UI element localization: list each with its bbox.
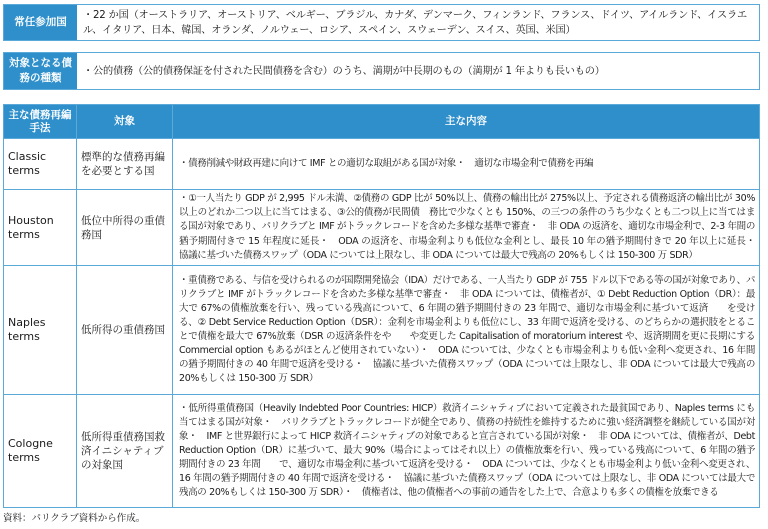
source-note: 資料：パリクラブ資料から作成。 xyxy=(3,513,146,524)
row-classic-method: Classic terms xyxy=(4,139,77,190)
row-naples-content: ・重債務である、与信を受けられるのが国際開発協会（IDA）だけである、一人当たり GDP が 755 ドル以下である等の国が対象であり、パリクラブと IMF がトラックレコードを含めた多様な基準で審査・ 非 ODA については、債権者が、① Debt Reduction Option（DR）：最大で 67%の債権放棄を行い、残っている残高について、6 年間の猶予期間付きの 23 年間で、適切な市場金利に基づいて返済 を受ける、② Debt Service Reduction Option（DSR）：金利を市場金利よりも低位にし、33 年間で返済を受ける、のどちらかの選択肢をとることで債権を最大で 67%放棄（DSR の返済条件をや や変更した Capitalisation of moratorium interest や、返済期間を更に長期にする Commercial option もあるがほとんど使用されていない）・ ODA については、少なくとも市場金利よりも低い金利へ変更され、16 年間の猶予期間付きの 40 年間で返済を受ける・ 協議に基づいた債務スワップ（ODA については上限なし、非 ODA については最大で残高の 20%もしくは 150-300 万 SDR） xyxy=(173,266,760,395)
table-row xyxy=(4,395,760,508)
row-houston-method: Houston terms xyxy=(4,190,77,266)
table-row xyxy=(4,190,760,266)
row-houston-target: 低位中所得の重債務国 xyxy=(77,190,173,266)
table-row xyxy=(4,266,760,395)
row-naples-method: Naples terms xyxy=(4,266,77,395)
members-box xyxy=(3,4,760,41)
table-row xyxy=(4,139,760,190)
debt-scope-box xyxy=(3,52,760,90)
row-cologne-content: ・低所得重債務国（Heavily Indebted Poor Countries: HICP）救済イニシャティブにおいて定義された最貧国であり、Naples terms にも当てはまる国が対象・ パリクラブとトラックレコードが健全であり、債務の持続性を維持するために強い経済調整を継続している国が対象・ IMF と世界銀行によって HICP 救済イニシャティブの対象であると宣言されている国が対象・ 非 ODA については、債権者が、Debt Reduction Option（DR）に基づいて、最大 90%（場合によってはそれ以上）の債権放棄を行い、残っている残高について、6 年間の猶予期間付きの 23 年間 で、適切な市場金利に基づいて返済を受ける・ ODA については、少なくとも市場金利より低い金利へ変更され、16 年間の猶予期間付きの 40 年間で返済を受ける・ 協議に基づいた債務スワップ（ODA については上限なし、非 ODA については最大で残高の 20%もしくは 150-300 万 SDR）・ 債権者は、他の債権者への事前の通告をした上で、合意よりも多くの債権を放棄できる xyxy=(173,395,760,508)
row-cologne-target: 低所得重債務国救済イニシャティブの対象国 xyxy=(77,395,173,508)
debt-scope-label: 対象となる債務の種類 xyxy=(4,53,77,89)
row-classic-target: 標準的な債務再編を必要とする国 xyxy=(77,139,173,190)
debt-scope-text: ・公的債務（公的債務保証を付された民間債務を含む）のうち、満期が中長期のもの（満期が 1 年よりも長いもの） xyxy=(83,65,605,77)
members-label: 常任参加国 xyxy=(4,5,77,40)
table-header-row xyxy=(4,105,760,139)
header-target: 対象 xyxy=(77,105,173,139)
row-cologne-method: Cologne terms xyxy=(4,395,77,508)
row-naples-target: 低所得の重債務国 xyxy=(77,266,173,395)
header-method: 主な債務再編手法 xyxy=(4,105,77,139)
row-classic-content: ・債務削減や財政再建に向けて IMF との適切な取組がある国が対象・ 適切な市場金利で債務を再編 xyxy=(173,139,760,190)
members-text: ・22 か国（オーストラリア、オーストリア、ベルギー、ブラジル、カナダ、デンマーク、フィンランド、フランス、ドイツ、アイルランド、イスラエル、イタリア、日本、韓国、オランダ、ノルウェー、ロシア、スペイン、スウェーデン、スイス、英国、米国） xyxy=(83,10,748,36)
header-content: 主な内容 xyxy=(173,105,760,139)
row-houston-content: ・①一人当たり GDP が 2,995 ドル未満、②債務の GDP 比が 50%以上、債務の輸出比が 275%以上、予定される債務返済の輸出比が 30%以上のどれか二つ以上に当てはまる、③公的債務が民間債 務比で少なくとも 150%、の三つの条件のうち少なくとも二つ以上に当てはまる国が対象であり、パリクラブと IMF がトラックレコードを含めた多様な基準で審査・ 非 ODA の返済を、適切な市場金利で、2-3 年間の猶予期間付きで 15 年程度に延長・ ODA の返済を、市場金利よりも低位な金利とし、最長 10 年の猶予期間付きで 20 年以上に延長・ 協議に基づいた債務スワップ（ODA については上限なし、非 ODA については最大で残高の 20%もしくは 150-300 万 SDR） xyxy=(173,190,760,266)
debt-restructuring-table xyxy=(3,104,765,508)
